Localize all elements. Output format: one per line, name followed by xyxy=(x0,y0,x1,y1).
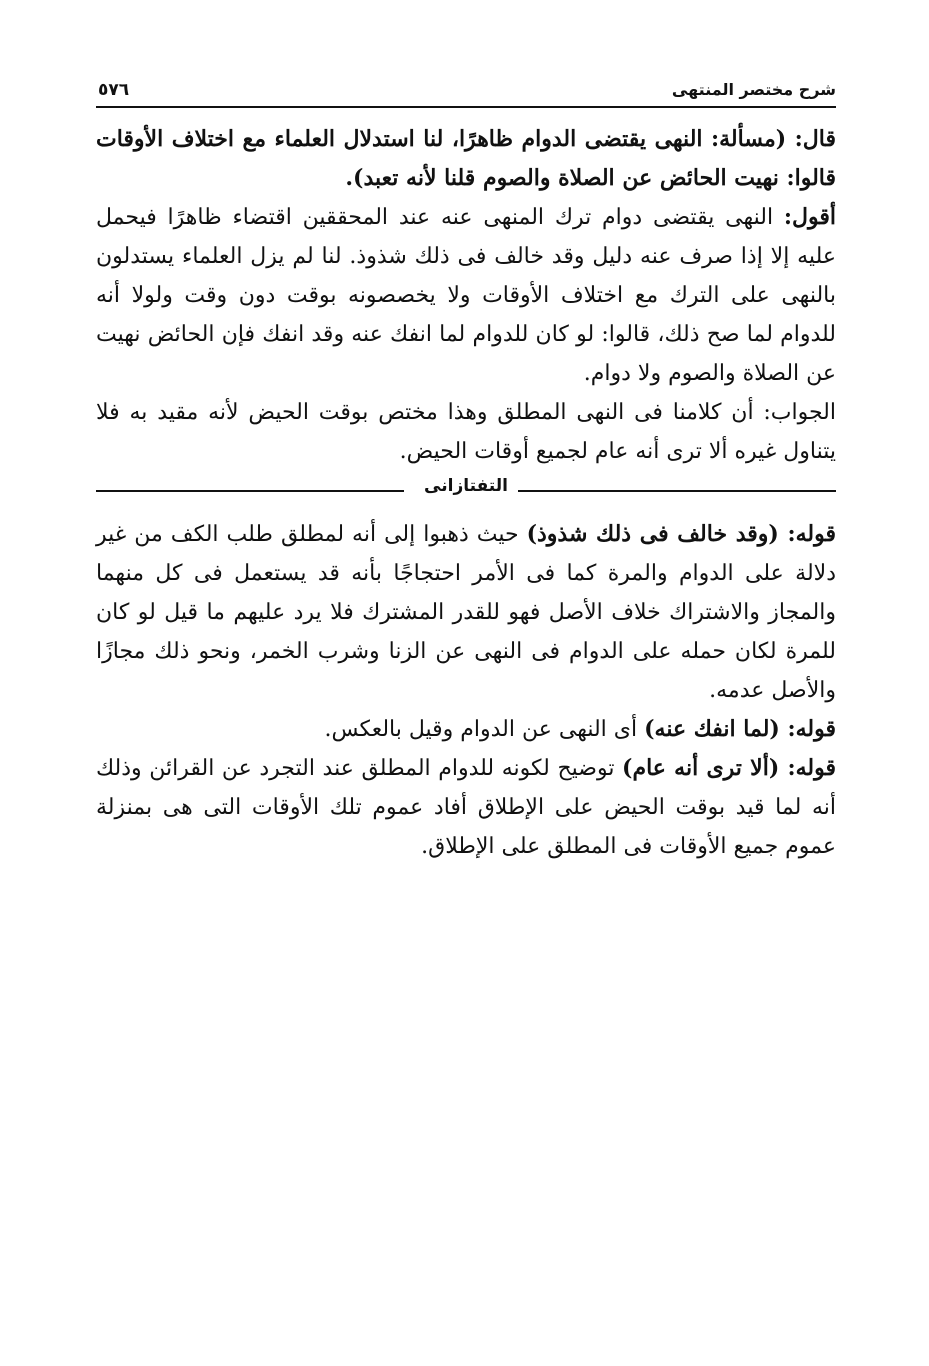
page-header xyxy=(96,76,836,106)
sharh-lead: أقول: xyxy=(783,204,836,230)
section-divider-label: التفتازانى xyxy=(424,476,508,496)
commentary-paragraph xyxy=(96,515,836,710)
answer-paragraph: الجواب: أن كلامنا فى النهى المطلق وهذا مختص بوقت الحيض لأنه مقيد به فلا يتناول غيره ألا ترى أنه عام لجميع أوقات الحيض. xyxy=(96,400,836,464)
running-title: شرح مختصر المنتهى xyxy=(671,80,836,99)
header-rule xyxy=(96,106,836,108)
commentary-paragraph xyxy=(96,749,836,866)
commentary-paragraph xyxy=(96,710,836,749)
page-number: ٥٧٦ xyxy=(98,80,130,100)
commentary-lead: قوله: (ألا ترى أنه عام) xyxy=(622,755,836,781)
commentary-body: أى النهى عن الدوام وقيل بالعكس. xyxy=(324,717,645,742)
commentary-body: توضيح لكونه للدوام المطلق عند التجرد عن القرائن وذلك أنه لما قيد بوقت الحيض على الإطلاق أفاد عموم تلك الأوقات التى هى بمنزلة عموم جميع الأوقات فى المطلق على الإطلاق. xyxy=(96,756,836,859)
sharh-paragraph xyxy=(96,198,836,393)
commentary-lead: قوله: (لما انفك عنه) xyxy=(644,716,836,742)
book-page xyxy=(96,76,836,866)
matn-paragraph: قال: (مسألة: النهى يقتضى الدوام ظاهرًا، لنا استدلال العلماء مع اختلاف الأوقات قالوا: نهيت الحائض عن الصلاة والصوم قلنا لأنه تعبد). xyxy=(96,126,836,191)
sharh-body: النهى يقتضى دوام ترك المنهى عنه عند المحققين اقتضاء ظاهرًا فيحمل عليه إلا إذا صرف عنه دليل وقد خالف فى ذلك شذوذ. لنا لم يزل العلماء يستدلون بالنهى على الترك مع اختلاف الأوقات ولا يخصصونه بوقت دون وقت ولولا أنه للدوام لما صح ذلك، قالوا: لو كان للدوام لما انفك عنه وقد انفك فإن الحائض نهيت عن الصلاة والصوم ولا دوام. xyxy=(96,205,836,386)
divider-line-right xyxy=(518,490,836,492)
commentary-body: حيث ذهبوا إلى أنه لمطلق طلب الكف من غير دلالة على الدوام والمرة كما فى الأمر احتجاجًا بأنه قد يستعمل فى كل منهما والمجاز والاشتراك خلاف الأصل فهو للقدر المشترك فلا يرد عليهم ما قيل لو كان للمرة لكان حمله على الدوام فى النهى عن الزنا وشرب الخمر، ونحو ذلك مجازًا والأصل عدمه. xyxy=(96,522,836,703)
commentary-lead: قوله: (وقد خالف فى ذلك شذوذ) xyxy=(526,521,836,547)
section-divider xyxy=(96,473,836,509)
divider-line-left xyxy=(96,490,404,492)
